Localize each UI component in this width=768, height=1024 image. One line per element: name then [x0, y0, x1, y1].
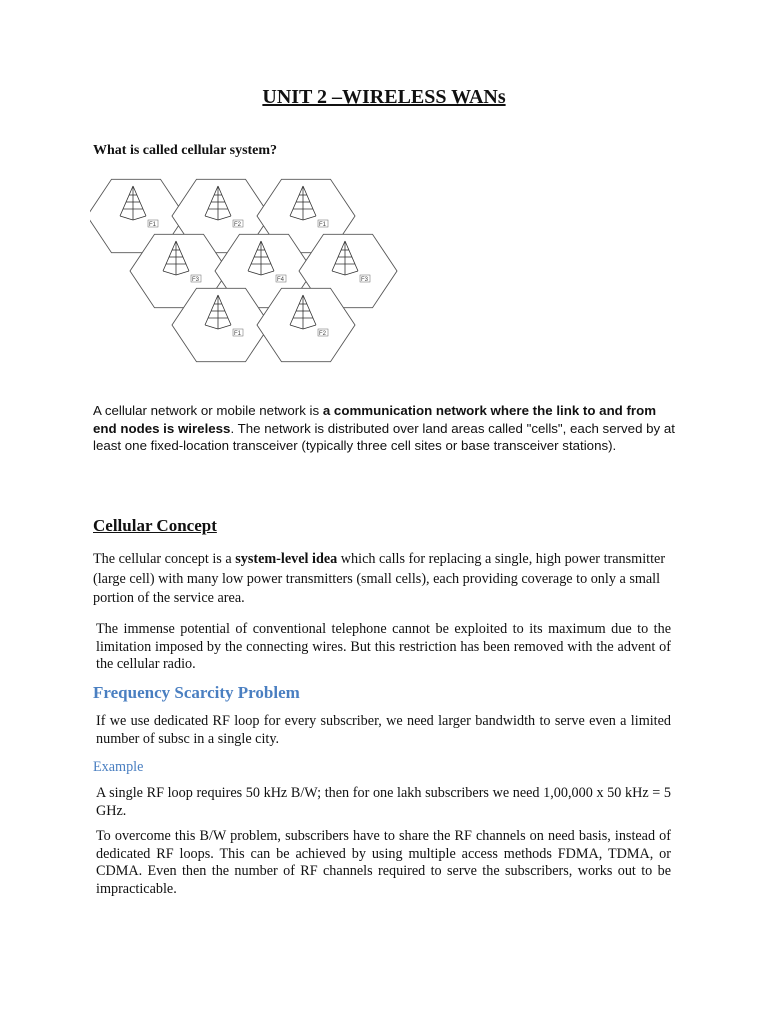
page-title: UNIT 2 –WIRELESS WANs: [262, 86, 506, 108]
frequency-scarcity-heading: Frequency Scarcity Problem: [93, 683, 300, 702]
question-heading: What is called cellular system?: [93, 143, 278, 158]
cellular-concept-heading: Cellular Concept: [93, 516, 217, 535]
para1-text-post: . The network is distributed over land areas called "cells", each served by at least one fixed-location transceiver (typically three cell sites or base transceiver stations).: [93, 420, 675, 454]
para1-text-bold: a communication network where the link to and from end nodes is wireless: [93, 403, 657, 436]
cell-frequency-label: F1: [149, 221, 157, 228]
example-paragraph-2: To overcome this B/W problem, subscribers have to share the RF channels on need basis, instead of dedicated RF loops. This can be achieved by using multiple access methods FDMA, TDMA, or CDMA. Even then the number of RF channels required to serve the subscribers, works out to be impracticable.: [96, 828, 671, 897]
cell-frequency-label: F1: [234, 330, 242, 337]
example-heading: Example: [93, 759, 144, 775]
frequency-scarcity-paragraph: If we use dedicated RF loop for every subscriber, we need larger bandwidth to serve even a limited number of subsc in a single city.: [96, 713, 671, 747]
para2-text-pre: The cellular concept is a: [93, 551, 236, 567]
cell-frequency-label: F2: [319, 330, 327, 337]
cell-frequency-label: F3: [192, 276, 200, 283]
cellular-hexagon-diagram: [90, 170, 400, 365]
cell-frequency-label: F2: [234, 221, 242, 228]
para1-text-pre: A cellular network or mobile network is: [93, 403, 323, 418]
cell-frequency-label: F4: [277, 276, 285, 283]
cellular-concept-paragraph: [93, 550, 673, 609]
cell-frequency-label: F3: [361, 276, 369, 283]
para2-text-post: which calls for replacing a single, high power transmitter (large cell) with many low power transmitters (small cells), each providing coverage to only a small portion of the service area.: [93, 551, 666, 606]
para2-text-bold: system-level idea: [235, 551, 338, 567]
cellular-network-paragraph: [93, 402, 683, 455]
cell-frequency-label: F1: [319, 221, 327, 228]
telephone-potential-paragraph: The immense potential of conventional telephone cannot be exploited to its maximum due to the limitation imposed by the connecting wires. But this restriction has been removed with the advent of the cellular radio.: [96, 621, 671, 673]
example-paragraph-1: A single RF loop requires 50 kHz B/W; then for one lakh subscribers we need 1,00,000 x 50 kHz = 5 GHz.: [96, 785, 671, 819]
